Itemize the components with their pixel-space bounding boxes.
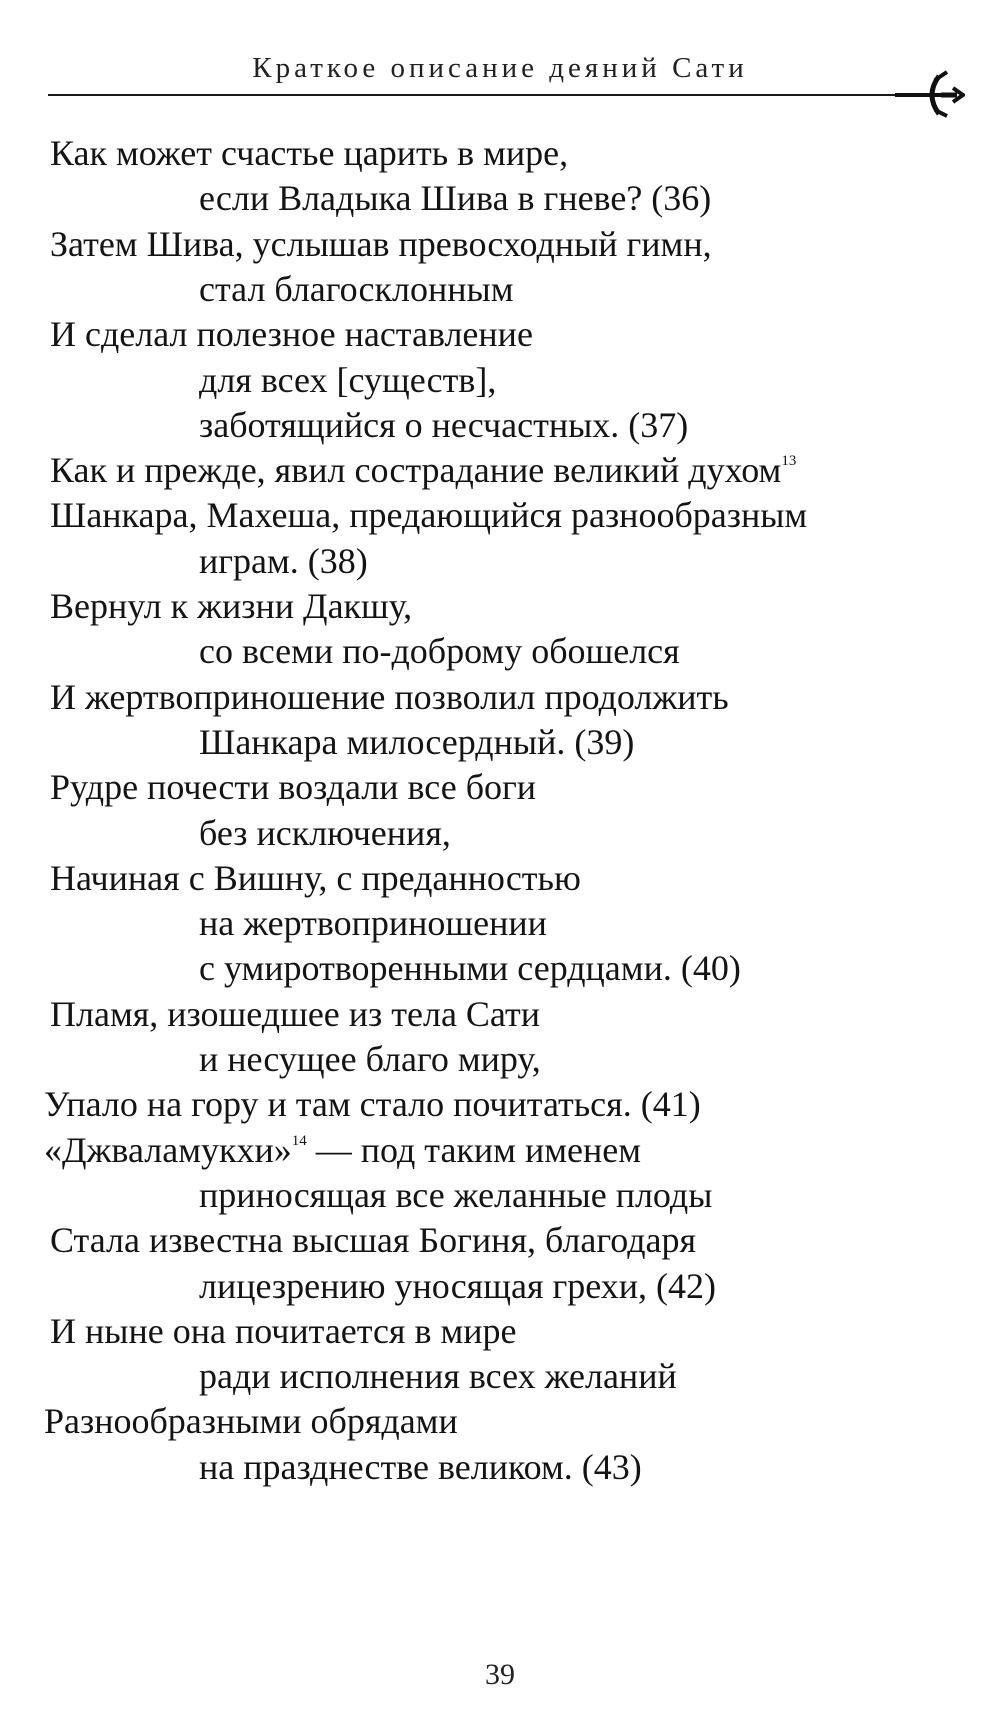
- verse-line: [50, 450, 796, 490]
- verse-line: [50, 1311, 517, 1351]
- verse-line-text: Упало на гору и там стало почитаться. (41): [44, 1084, 701, 1124]
- verse-line-text: с умиротворенными сердцами. (40): [199, 948, 741, 988]
- verse-line-text: приносящая все желанные плоды: [199, 1175, 713, 1215]
- running-head-title: Краткое описание деяний Сати: [252, 52, 748, 84]
- verse-line-text: «Джваламукхи»: [44, 1130, 292, 1170]
- verse-line-text: ради исполнения всех желаний: [199, 1356, 677, 1396]
- verse-line: [44, 1401, 458, 1441]
- verse-line-text: И ныне она почитается в мире: [50, 1311, 517, 1351]
- verse-line-text: Вернул к жизни Дакшу,: [50, 586, 413, 626]
- verse-line: [44, 1130, 641, 1170]
- verse-line-text: со всеми по-доброму обошелся: [199, 631, 680, 671]
- verse-line: [199, 269, 513, 309]
- verse-line-text: стал благосклонным: [199, 269, 514, 309]
- verse-line-text: Начиная с Вишну, с преданностью: [50, 858, 581, 898]
- verse-line-text: без исключения,: [199, 813, 451, 853]
- verse-line-text: И сделал полезное наставление: [50, 314, 533, 354]
- verse-line-text: Рудре почести воздали все боги: [50, 767, 537, 807]
- verse-line-text: Разнообразными обрядами: [44, 1401, 458, 1441]
- running-head: [0, 50, 1000, 90]
- verse-line: [50, 586, 412, 626]
- verse-line-text: если Владыка Шива в гневе? (36): [199, 178, 712, 218]
- verse-line: [50, 314, 533, 354]
- verse-line-text: для всех [существ],: [199, 360, 497, 400]
- verse-line-text: Шанкара милосердный. (39): [199, 722, 635, 762]
- verse-line-text: и несущее благо миру,: [199, 1039, 541, 1079]
- verse-line: [199, 903, 547, 943]
- running-head-rule: [48, 94, 918, 96]
- verse-line: [50, 994, 540, 1034]
- verse-line: [199, 360, 496, 400]
- verse-line: [50, 224, 712, 264]
- verse-line-text: И жертвоприношение позволил продолжить: [50, 677, 729, 717]
- verse-line-text: на празднестве великом. (43): [199, 1447, 642, 1487]
- verse-line-text: играм. (38): [199, 541, 368, 581]
- verse-line: [44, 1084, 701, 1124]
- verse-line-tail: — под таким именем: [306, 1130, 642, 1170]
- verse-line-text: Затем Шива, услышав превосходный гимн,: [50, 224, 712, 264]
- verse-line-text: Как может счастье царить в мире,: [50, 133, 569, 173]
- verse-line: [50, 133, 568, 173]
- verse-line: [199, 722, 634, 762]
- verse-line: [199, 178, 711, 218]
- verse-line-text: на жертвоприношении: [199, 903, 547, 943]
- verse-line: [199, 1266, 716, 1306]
- verse-line: [199, 948, 741, 988]
- verse-line-text: Стала известна высшая Богиня, благодаря: [50, 1220, 697, 1260]
- footnote-marker[interactable]: 14: [291, 1133, 307, 1149]
- verse-line-text: лицезрению уносящая грехи, (42): [199, 1266, 717, 1306]
- verse-line: [199, 1039, 541, 1079]
- verse-line-text: Шанкара, Махеша, предающийся разнообразным: [50, 495, 808, 535]
- trident-icon: [895, 68, 965, 118]
- verse-line: [199, 405, 688, 445]
- verse-line: [50, 767, 536, 807]
- verse-line-text: заботящийся о несчастных. (37): [199, 405, 689, 445]
- verse-line: [199, 1175, 712, 1215]
- verse-line-text: Пламя, изошедшее из тела Сати: [50, 994, 540, 1034]
- verse-line: [199, 541, 368, 581]
- footnote-marker[interactable]: 13: [781, 453, 797, 469]
- verse-line: [199, 631, 680, 671]
- verse-line: [199, 1356, 677, 1396]
- verse-line: [50, 858, 581, 898]
- verse-line-text: Как и прежде, явил сострадание великий духом: [50, 450, 782, 490]
- verse-line: [199, 813, 451, 853]
- verse-line: [50, 1220, 696, 1260]
- verse-line: [199, 1447, 642, 1487]
- page-number: 39: [485, 1658, 515, 1691]
- verse-line: [50, 495, 807, 535]
- verse-line: [50, 677, 729, 717]
